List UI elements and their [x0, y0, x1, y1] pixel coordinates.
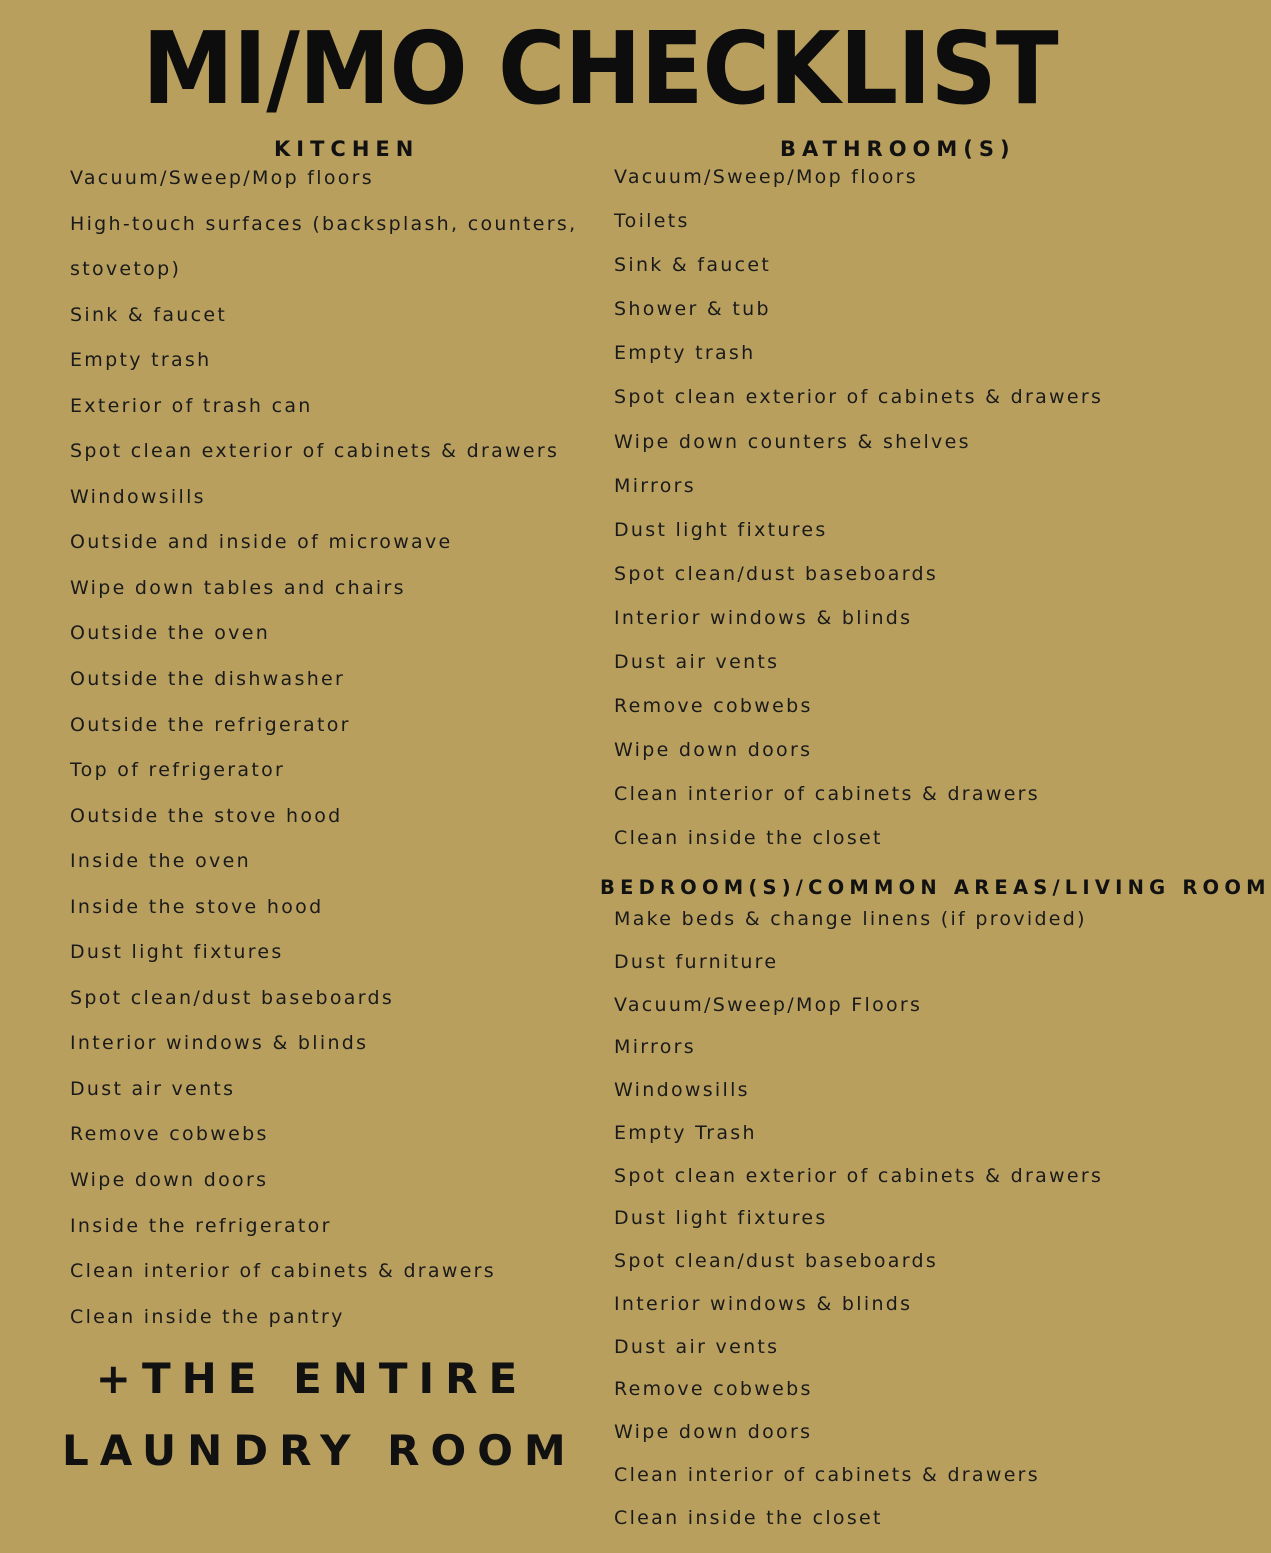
bedroom-checklist-item: Remove cobwebs	[614, 1378, 813, 1401]
kitchen-heading: KITCHEN	[274, 137, 420, 161]
bathroom-checklist-item: Dust air vents	[614, 651, 780, 674]
kitchen-checklist-item: Dust light fixtures	[70, 941, 284, 964]
kitchen-checklist-item: Top of refrigerator	[70, 759, 286, 782]
kitchen-checklist-item: Outside the dishwasher	[70, 668, 346, 691]
kitchen-checklist-item: Inside the stove hood	[70, 895, 324, 918]
bedroom-checklist-item: Empty Trash	[614, 1121, 757, 1144]
bathroom-checklist-item: Sink & faucet	[614, 254, 772, 277]
bedroom-checklist-item: Windowsills	[614, 1079, 750, 1101]
bedroom-checklist-item: Mirrors	[614, 1036, 696, 1059]
bathroom-checklist-item: Shower & tub	[614, 298, 771, 321]
bedroom-checklist-item: Spot clean exterior of cabinets & drawers	[614, 1164, 1104, 1187]
bathroom-checklist-item: Remove cobwebs	[614, 695, 813, 718]
kitchen-checklist-item: Empty trash	[70, 349, 212, 372]
page-title: MI/MO CHECKLIST	[142, 10, 1058, 127]
bedroom-checklist-item: Spot clean/dust baseboards	[614, 1250, 939, 1272]
bathroom-checklist-item: Dust light fixtures	[614, 518, 828, 541]
kitchen-checklist-item: Spot clean exterior of cabinets & drawers	[70, 440, 560, 463]
bathroom-checklist-item: Clean interior of cabinets & drawers	[614, 783, 1040, 806]
bathroom-checklist-item: Wipe down doors	[614, 739, 813, 762]
kitchen-checklist-item: Exterior of trash can	[70, 394, 313, 417]
bathroom-checklist-item: Mirrors	[614, 474, 696, 497]
bathroom-heading: BATHROOM(S)	[780, 137, 1016, 161]
kitchen-checklist-item: Dust air vents	[70, 1077, 236, 1100]
kitchen-checklist-item: Windowsills	[70, 485, 206, 508]
bedroom-checklist-item: Vacuum/Sweep/Mop Floors	[614, 993, 923, 1016]
laundry-line-2: LAUNDRY ROOM	[62, 1426, 577, 1475]
bathroom-checklist-item: Clean inside the closet	[614, 827, 883, 850]
bathroom-list	[614, 164, 1103, 870]
kitchen-checklist-item: Spot clean/dust baseboards	[70, 986, 395, 1009]
kitchen-checklist-item: Clean interior of cabinets & drawers	[70, 1260, 496, 1283]
bathroom-checklist-item: Interior windows & blinds	[614, 606, 913, 629]
kitchen-checklist-item: Clean inside the pantry	[70, 1305, 345, 1328]
kitchen-checklist-item: High-touch surfaces (backsplash, counters,	[70, 212, 578, 235]
kitchen-checklist-item: Outside the oven	[70, 622, 271, 645]
kitchen-checklist-item: Inside the oven	[70, 850, 251, 873]
kitchen-checklist-item: stovetop)	[70, 258, 182, 281]
bedroom-checklist-item: Interior windows & blinds	[614, 1292, 913, 1315]
kitchen-checklist-item: Interior windows & blinds	[70, 1032, 369, 1055]
bedroom-checklist-item: Make beds & change linens (if provided)	[614, 908, 1087, 930]
bathroom-checklist-item: Wipe down counters & shelves	[614, 430, 971, 453]
kitchen-checklist-item: Remove cobwebs	[70, 1123, 269, 1146]
bathroom-checklist-item: Empty trash	[614, 342, 756, 365]
kitchen-checklist-item: Wipe down tables and chairs	[70, 576, 406, 599]
bathroom-checklist-item: Spot clean exterior of cabinets & drawers	[614, 386, 1104, 409]
bedroom-checklist-item: Wipe down doors	[614, 1421, 813, 1443]
bedroom-list	[614, 906, 1103, 1547]
kitchen-checklist-item: Sink & faucet	[70, 303, 228, 326]
kitchen-checklist-item: Wipe down doors	[70, 1169, 269, 1192]
kitchen-checklist-item: Vacuum/Sweep/Mop floors	[70, 167, 374, 189]
bedroom-checklist-item: Dust furniture	[614, 950, 779, 973]
laundry-line-1: +THE ENTIRE	[95, 1354, 529, 1403]
bedroom-checklist-item: Clean inside the closet	[614, 1506, 883, 1529]
bedroom-checklist-item: Dust light fixtures	[614, 1207, 828, 1230]
kitchen-checklist-item: Outside and inside of microwave	[70, 531, 453, 554]
bathroom-checklist-item: Vacuum/Sweep/Mop floors	[614, 166, 918, 188]
bathroom-checklist-item: Toilets	[614, 210, 690, 233]
bedroom-checklist-item: Dust air vents	[614, 1335, 780, 1358]
bathroom-checklist-item: Spot clean/dust baseboards	[614, 562, 939, 585]
bedroom-heading: BEDROOM(S)/COMMON AREAS/LIVING ROOM	[600, 876, 1271, 899]
kitchen-checklist-item: Inside the refrigerator	[70, 1214, 332, 1237]
kitchen-list	[70, 165, 577, 1349]
kitchen-checklist-item: Outside the stove hood	[70, 804, 343, 827]
kitchen-checklist-item: Outside the refrigerator	[70, 713, 351, 736]
bedroom-checklist-item: Clean interior of cabinets & drawers	[614, 1463, 1040, 1486]
